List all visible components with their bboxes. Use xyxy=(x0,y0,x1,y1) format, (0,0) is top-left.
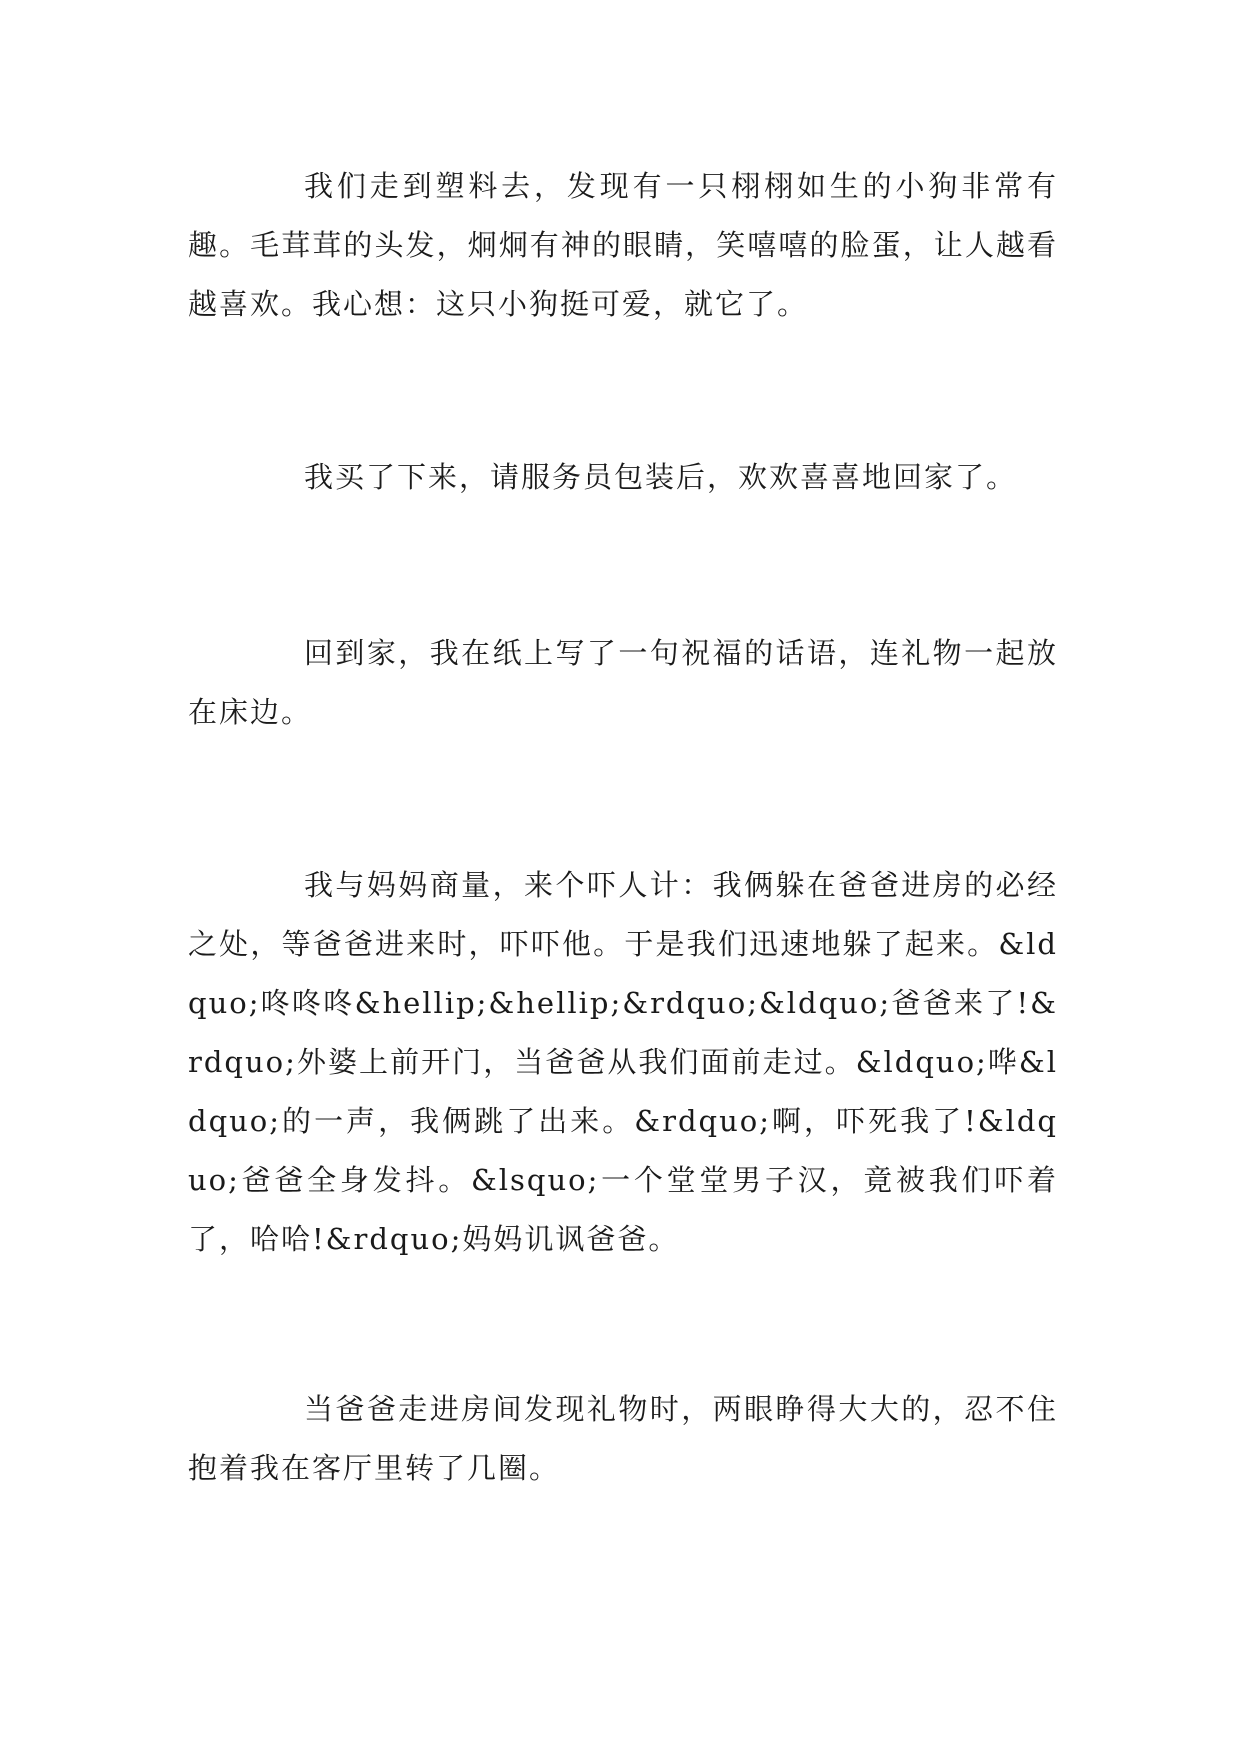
paragraph-writing-blessing: 回到家，我在纸上写了一句祝福的话语，连礼物一起放在床边。 xyxy=(188,636,1058,729)
paragraph-scare-plan: 我与妈妈商量，来个吓人计：我俩躲在爸爸进房的必经之处，等爸爸进来时，吓吓他。于是我们迅速地躲了起来。&ldquo;咚咚咚&hellip;&hellip;&rdquo;&ldquo;爸爸来了!&rdquo;外婆上前开门，当爸爸从我们面前走过。&ldquo;哗&ldquo;的一声，我俩跳了出来。&rdquo;啊，吓死我了!&ldquo;爸爸全身发抖。&lsquo;一个堂堂男子汉，竟被我们吓着了，哈哈!&rdquo;妈妈讥讽爸爸。 xyxy=(188,868,1058,1256)
paragraph-dad-finds-gift: 当爸爸走进房间发现礼物时，两眼睁得大大的，忍不住抱着我在客厅里转了几圈。 xyxy=(188,1392,1058,1485)
paragraph-buying-puppy-toy: 我们走到塑料去，发现有一只栩栩如生的小狗非常有趣。毛茸茸的头发，炯炯有神的眼睛，笑嘻嘻的脸蛋，让人越看越喜欢。我心想：这只小狗挺可爱，就它了。 xyxy=(188,169,1058,321)
paragraph-wrapping-gift: 我买了下来，请服务员包装后，欢欢喜喜地回家了。 xyxy=(304,460,1018,494)
